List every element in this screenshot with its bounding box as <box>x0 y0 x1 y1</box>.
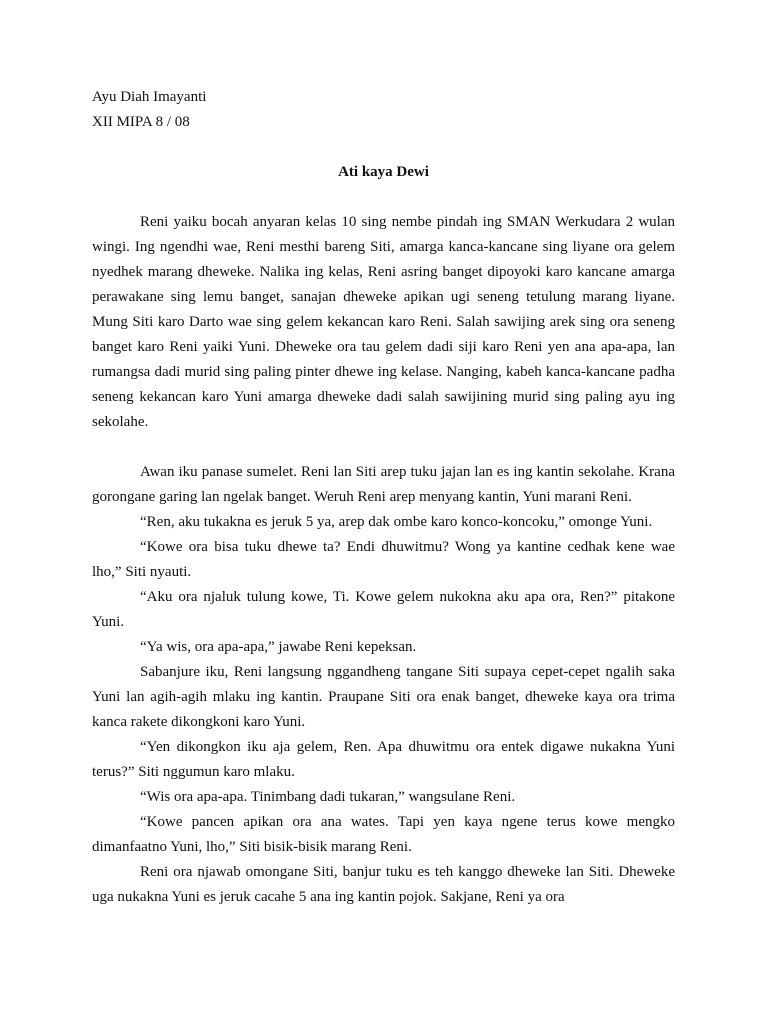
paragraph: Sabanjure iku, Reni langsung nggandheng tangane Siti supaya cepet-cepet ngalih saka Yuni lan agih-agih mlaku ing kantin. Praupane Siti ora enak banget, dheweke kaya ora trima kanca rakete dikongkoni karo Yuni. <box>92 664 675 730</box>
dialogue-paragraph: “Kowe ora bisa tuku dhewe ta? Endi dhuwitmu? Wong ya kantine cedhak kene wae lho,” Siti nyauti. <box>92 539 675 580</box>
dialogue-paragraph: “Wis ora apa-apa. Tinimbang dadi tukaran,” wangsulane Reni. <box>140 789 516 805</box>
paragraph: Reni ora njawab omongane Siti, banjur tuku es teh kanggo dheweke lan Siti. Dheweke uga nukakna Yuni es jeruk cacahe 5 ana ing kantin pojok. Sakjane, Reni ya ora <box>92 864 675 905</box>
paragraph: Reni yaiku bocah anyaran kelas 10 sing nembe pindah ing SMAN Werkudara 2 wulan wingi. Ing ngendhi wae, Reni mesthi bareng Siti, amarga kanca-kancane sing liyane ora gelem nyedhek marang dheweke. Nalika ing kelas, Reni asring banget dipoyoki karo kancane amarga perawakane sing lemu banget, sanajan dheweke apikan ugi seneng tetulung marang liyane. Mung Siti karo Darto wae sing gelem kekancan karo Reni. Salah sawijing arek sing ora seneng banget karo Reni yaiki Yuni. Dheweke ora tau gelem dadi siji karo Reni yen ana apa-apa, lan rumangsa dadi murid sing paling pinter dhewe ing kelase. Nanging, kabeh kanca-kancane padha seneng kekancan karo Yuni amarga dheweke dadi salah sawijining murid sing paling ayu ing sekolahe. <box>92 214 675 430</box>
dialogue-paragraph: “Ya wis, ora apa-apa,” jawabe Reni kepeksan. <box>140 639 417 655</box>
paragraph: Awan iku panase sumelet. Reni lan Siti arep tuku jajan lan es ing kantin sekolahe. Krana gorongane garing lan ngelak banget. Weruh Reni arep menyang kantin, Yuni marani Reni. <box>92 464 675 505</box>
story-body <box>92 210 675 910</box>
dialogue-paragraph: “Yen dikongkon iku aja gelem, Ren. Apa dhuwitmu ora entek digawe nukakna Yuni terus?” Siti nggumun karo mlaku. <box>92 739 675 780</box>
dialogue-paragraph: “Ren, aku tukakna es jeruk 5 ya, arep dak ombe karo konco-koncoku,” omonge Yuni. <box>140 514 653 530</box>
dialogue-paragraph: “Kowe pancen apikan ora ana wates. Tapi yen kaya ngene terus kowe mengko dimanfaatno Yuni, lho,” Siti bisik-bisik marang Reni. <box>92 814 675 855</box>
story-title: Ati kaya Dewi <box>338 164 429 180</box>
author-header <box>92 85 684 135</box>
dialogue-paragraph: “Aku ora njaluk tulung kowe, Ti. Kowe gelem nukokna aku apa ora, Ren?” pitakone Yuni. <box>92 589 675 630</box>
class-info: XII MIPA 8 / 08 <box>92 114 190 130</box>
author-name: Ayu Diah Imayanti <box>92 89 207 105</box>
